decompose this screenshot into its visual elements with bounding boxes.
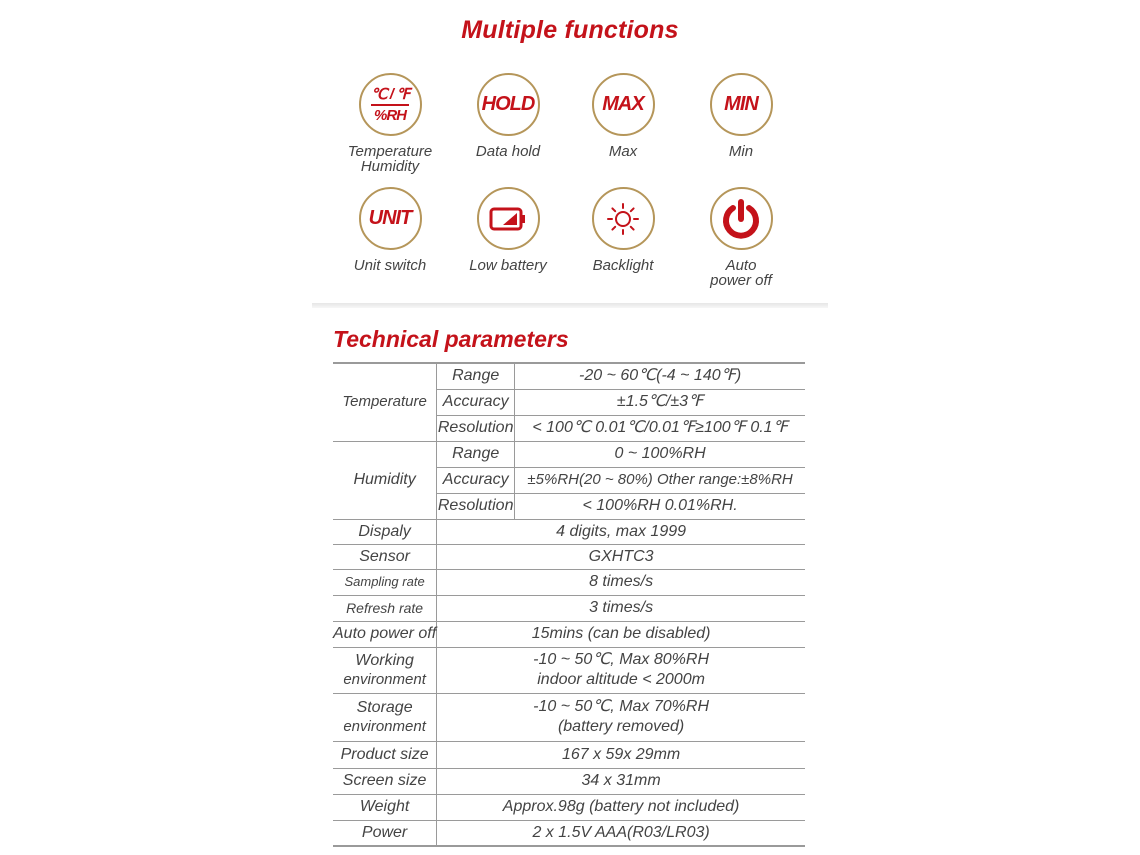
row-label: Sampling rate [333, 569, 437, 595]
feature-label: Auto power off [710, 257, 772, 289]
row-label: Temperature [333, 363, 437, 441]
row-label: Dispaly [333, 519, 437, 544]
table-row [333, 569, 805, 595]
table-row [333, 794, 805, 820]
table-row [333, 820, 805, 846]
min-icon: MIN [710, 73, 773, 136]
feature-label: Max [608, 143, 638, 160]
params-title: Technical parameters [333, 326, 569, 352]
power-icon [710, 187, 773, 250]
table-row [333, 544, 805, 569]
row-label: Power [333, 820, 437, 846]
feature-label: Data hold [475, 143, 541, 160]
table-row [333, 363, 805, 389]
feature-auto-power-off [666, 187, 816, 288]
feature-label: Temperature Humidity [347, 143, 433, 175]
cell-value: Approx.98g (battery not included) [437, 794, 805, 820]
row-label: Working environment [333, 647, 437, 693]
sub-label: Resolution [437, 493, 515, 519]
unit-icon: UNIT [359, 187, 422, 250]
cell-value: -20 ~ 60℃(-4 ~ 140℉) [515, 363, 805, 389]
temp-humidity-icon [359, 73, 422, 136]
params-table [333, 362, 805, 847]
cell-value: 167 x 59x 29mm [437, 741, 805, 768]
sub-label: Resolution [437, 415, 515, 441]
cell-value: 0 ~ 100%RH [515, 441, 805, 467]
cell-value: 4 digits, max 1999 [437, 519, 805, 544]
battery-icon [477, 187, 540, 250]
row-label: Sensor [333, 544, 437, 569]
hold-icon: HOLD [477, 73, 540, 136]
row-label: Product size [333, 741, 437, 768]
row-label: Screen size [333, 768, 437, 794]
cell-value: < 100%RH 0.01%RH. [515, 493, 805, 519]
sub-label: Accuracy [437, 467, 515, 493]
row-label: Storage environment [333, 693, 437, 741]
table-row [333, 441, 805, 467]
table-row [333, 519, 805, 544]
section-divider [312, 303, 828, 308]
table-row [333, 595, 805, 621]
functions-title: Multiple functions [461, 16, 679, 44]
row-label: Weight [333, 794, 437, 820]
cell-value: GXHTC3 [437, 544, 805, 569]
sub-label: Range [437, 363, 515, 389]
cell-value: 34 x 31mm [437, 768, 805, 794]
feature-min [666, 73, 816, 159]
table-row [333, 741, 805, 768]
temp-unit-text: ℃ / ℉ [371, 87, 410, 106]
sun-icon [592, 187, 655, 250]
feature-label: Backlight [592, 257, 654, 274]
cell-value: ±5%RH(20 ~ 80%) Other range:±8%RH [515, 467, 805, 493]
sub-label: Accuracy [437, 389, 515, 415]
rh-text: %RH [373, 106, 406, 124]
table-row [333, 647, 805, 693]
feature-label: Low battery [469, 257, 547, 274]
row-label: Refresh rate [333, 595, 437, 621]
cell-value: ±1.5℃/±3℉ [515, 389, 805, 415]
row-label: Humidity [333, 441, 437, 519]
cell-value: 3 times/s [437, 595, 805, 621]
cell-value: 8 times/s [437, 569, 805, 595]
sub-label: Range [437, 441, 515, 467]
table-row [333, 621, 805, 647]
max-icon: MAX [592, 73, 655, 136]
feature-label: Min [728, 143, 754, 160]
cell-value: 2 x 1.5V AAA(R03/LR03) [437, 820, 805, 846]
cell-value: < 100℃ 0.01℃/0.01℉≥100℉ 0.1℉ [515, 415, 805, 441]
table-row [333, 693, 805, 741]
table-row [333, 768, 805, 794]
cell-value: -10 ~ 50℃, Max 80%RH indoor altitude < 2000m [437, 647, 805, 693]
feature-label: Unit switch [353, 257, 427, 274]
cell-value: 15mins (can be disabled) [437, 621, 805, 647]
cell-value: -10 ~ 50℃, Max 70%RH (battery removed) [437, 693, 805, 741]
row-label: Auto power off [333, 621, 437, 647]
